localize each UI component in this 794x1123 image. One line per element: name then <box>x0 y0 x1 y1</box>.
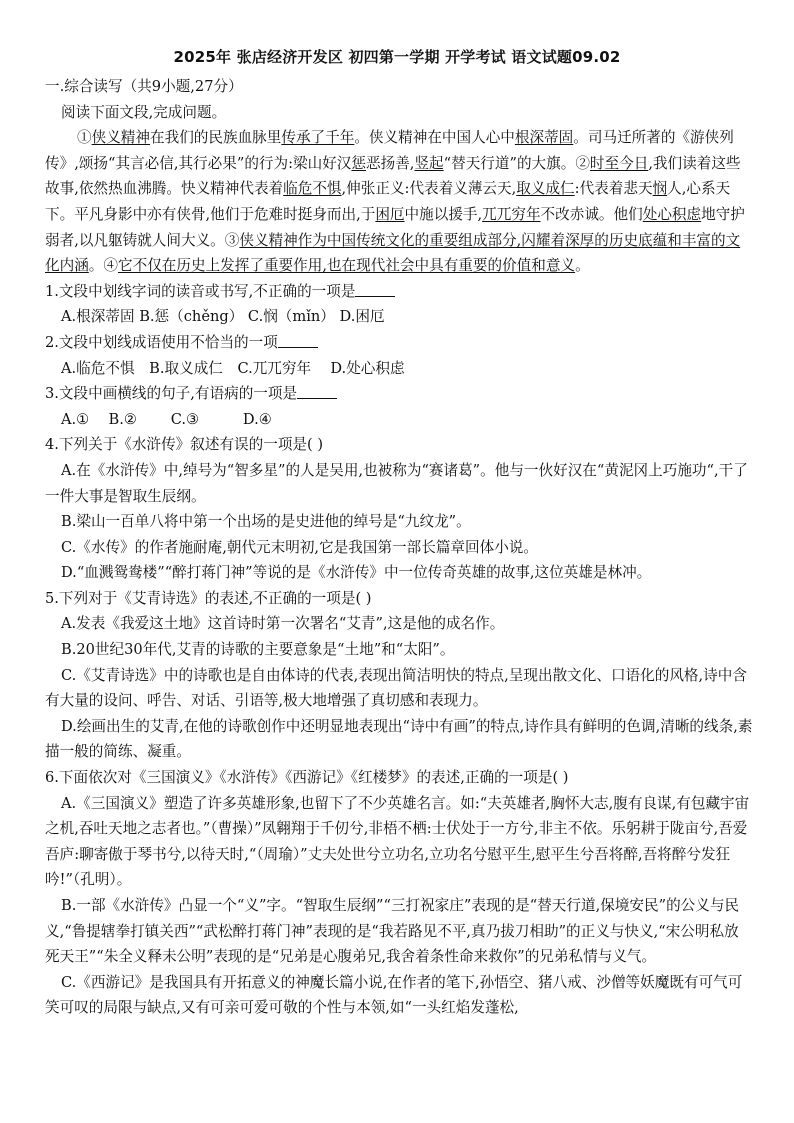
question-4: 4.下列关于《水浒传》叙述有误的一项是( ) <box>45 436 324 454</box>
exam-body <box>45 74 753 1021</box>
underlined-idiom: 临危不惧 <box>283 180 342 198</box>
underlined-term: 竖起 <box>414 154 444 172</box>
underlined-sentence: 它不仅在历史上发挥了重要作用,也在现代社会中具有重要的价值和意义 <box>118 257 576 275</box>
underlined-term: 根深蒂固 <box>514 129 574 147</box>
question-6-option-b: B.一部《水浒传》凸显一个“义”字。“智取生辰纲”“三打祝家庄”表现的是“替天行道,保境安民”的公义与民义,“鲁提辖拳打镇关西”“武松醉打蒋门神”表现的是“我若路见不平,真乃拔刀相助”的正义与快义,“宋公明私放死天王”“朱全义释未公明”表现的是“兄弟是心腹弟兄,我舍着条性命来救你”的兄弟私情与义气。 <box>45 897 740 966</box>
underlined-sentence: 时至今日 <box>589 154 649 172</box>
underlined-term: 传承了千年 <box>281 129 355 147</box>
question-2: 2.文段中划线成语使用不恰当的一项 <box>45 330 753 356</box>
answer-blank <box>278 333 318 348</box>
underlined-term: 悯 <box>652 180 668 198</box>
question-5-option-d: D.绘画出生的艾青,在他的诗歌创作中还明显地表现出“诗中有画”的特点,诗作具有鲜明的色调,清晰的线条,素描一般的简练、凝重。 <box>45 717 753 761</box>
answer-blank <box>355 282 395 297</box>
question-6-option-a: A.《三国演义》塑造了许多英雄形象,也留下了不少英雄名言。如:“夫英雄者,胸怀大志,腹有良谋,有包藏宇宙之机,吞吐天地之志者也。”（曹操）”凤翱翔于千仞兮,非梧不栖:士伏处于一方兮,非主不依。乐躬耕于陇亩兮,吾爱吾庐:聊寄傲于琴书兮,以待天时,“（周瑜）”丈夫处世兮立功名,立功名兮慰平生,慰平生兮吾将醉,吾将醉兮发狂吟!”（孔明）。 <box>45 794 750 889</box>
question-5-option-c: C.《艾青诗选》中的诗歌也是自由体诗的代表,表现出简洁明快的特点,呈现出散文化、口语化的风格,诗中含有大量的设问、呼告、对话、引语等,极大地增强了真切感和表现力。 <box>45 666 747 710</box>
answer-blank <box>297 384 337 399</box>
reading-passage: ①侠义精神在我们的民族血脉里传承了千年。侠义精神在中国人心中根深蒂固。司马迁所著的《游侠列传》,颂扬“其言必信,其行必果”的行为:梁山好汉惩恶扬善,竖起“替天行道”的大旗。②时至今日,我们读着这些故事,依然热血沸腾。快义精神代表着临危不惧,伸张正义:代表着义薄云天,取义成仁:代表着悲天悯人,心系天下。平凡身影中亦有侠骨,他们于危难时挺身而出,于困厄中施以援手,兀兀穷年不改赤诚。他们处心积虑地守护弱者,以凡躯铸就人间大义。③侠义精神作为中国传统文化的重要组成部分,闪耀着深厚的历史底蕴和丰富的文化内涵。④它不仅在历史上发挥了重要作用,也在现代社会中具有重要的价值和意义。 <box>45 129 745 275</box>
question-5-option-a: A.发表《我爱这土地》这首诗时第一次署名“艾青”,这是他的成名作。 <box>61 615 505 633</box>
question-6-option-c: C.《西游记》是我国具有开拓意义的神魔长篇小说,在作者的笔下,孙悟空、猪八戒、沙僧等妖魔既有可气可笑可叹的局限与缺点,又有可亲可爱可敬的个性与本领,如“一头红焰发蓬松, <box>45 973 743 1017</box>
question-1: 1.文段中划线字词的读音或书写,不正确的一项是 <box>45 279 753 305</box>
underlined-idiom: 兀兀穷年 <box>482 205 541 223</box>
question-3-options: A.① B.② C.③ D.④ <box>61 410 272 428</box>
underlined-term: 惩 <box>351 154 367 172</box>
underlined-term: 侠义精神 <box>91 129 150 147</box>
underlined-term: 困厄 <box>375 205 405 223</box>
reading-instruction: 阅读下面文段,完成问题。 <box>61 103 227 121</box>
underlined-sentence: 侠义精神作为中国传统文化的重要组成部分,闪耀着深厚的历史底蕴和丰富的文化内涵 <box>45 231 741 275</box>
page-title: 2025年 张店经济开发区 初四第一学期 开学考试 语文试题09.02 <box>173 48 621 66</box>
question-3: 3.文段中画横线的句子,有语病的一项是 <box>45 381 753 407</box>
underlined-idiom: 取义成仁 <box>516 180 575 198</box>
question-1-options: A.根深蒂固 B.惩（chěng） C.悯（mǐn） D.困厄 <box>61 308 385 326</box>
question-4-option-b: B.梁山一百单八将中第一个出场的是史进他的绰号是“九纹龙”。 <box>61 513 471 531</box>
question-6: 6.下面依次对《三国演义》《水浒传》《西游记》《红楼梦》的表述,正确的一项是( ) <box>45 769 569 787</box>
question-4-option-c: C.《水传》的作者施耐庵,朝代元末明初,它是我国第一部长篇章回体小说。 <box>61 538 538 556</box>
question-5: 5.下列对于《艾青诗选》的表述,不正确的一项是( ) <box>45 589 372 607</box>
question-4-option-d: D.“血溅鸳鸯楼”“醉打蒋门神”等说的是《水浒传》中一位传奇英雄的故事,这位英雄是林冲。 <box>61 564 652 582</box>
question-4-option-a: A.在《水浒传》中,绰号为“智多星”的人是吴用,也被称为“赛诸葛”。他与一伙好汉在“黄泥冈上巧施功“,干了一件大事是智取生辰纲。 <box>45 461 748 505</box>
question-5-option-b: B.20世纪30年代,艾青的诗歌的主要意象是“土地”和“太阳”。 <box>61 641 455 659</box>
question-2-options: A.临危不惧 B.取义成仁 C.兀兀穷年 D.处心积虑 <box>61 359 405 377</box>
section-heading: 一.综合读写（共9小题,27分） <box>45 78 243 95</box>
underlined-idiom: 处心积虑 <box>642 205 702 223</box>
